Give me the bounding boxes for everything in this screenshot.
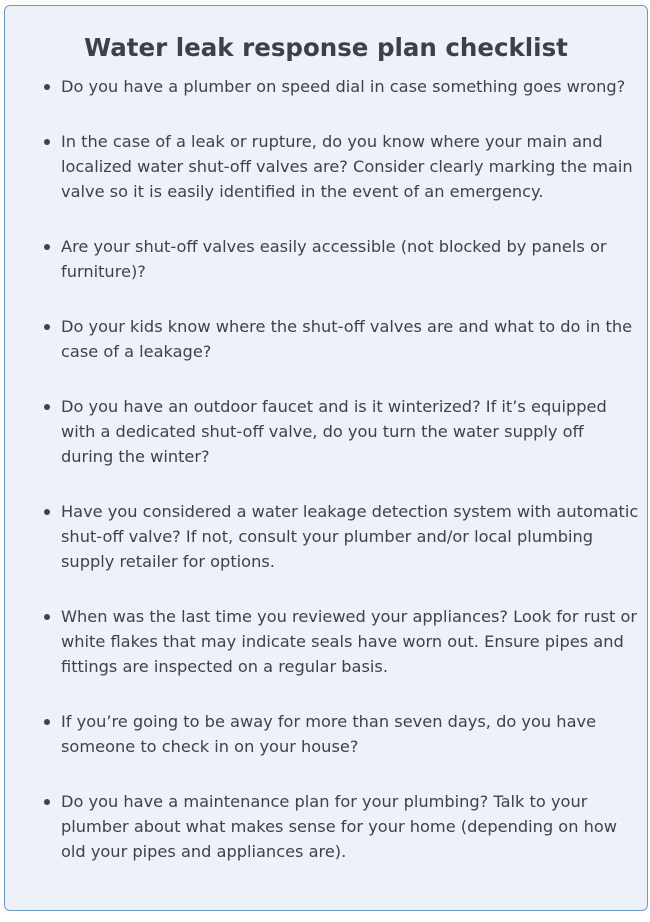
checklist-item-text: In the case of a leak or rupture, do you know where your main and localized water shut-off valves are? Consider clearly marking the main valve so it is easily identified in the event of an emergency. — [61, 132, 633, 201]
bullet-icon — [44, 614, 50, 620]
bullet-icon — [44, 799, 50, 805]
checklist-item — [61, 129, 641, 204]
checklist-item — [61, 604, 641, 679]
checklist-item — [61, 709, 641, 759]
bullet-icon — [44, 719, 50, 725]
bullet-icon — [44, 244, 50, 250]
checklist-item-text: Do you have a plumber on speed dial in case something goes wrong? — [61, 77, 626, 96]
checklist-item-text: Do you have a maintenance plan for your plumbing? Talk to your plumber about what makes sense for your home (depending on how old your pipes and appliances are). — [61, 792, 618, 861]
checklist-item — [61, 394, 641, 469]
checklist-item-text: If you’re going to be away for more than seven days, do you have someone to check in on your house? — [61, 712, 597, 756]
bullet-icon — [44, 139, 50, 145]
checklist-item — [61, 314, 641, 364]
bullet-icon — [44, 324, 50, 330]
checklist-item-text: Do your kids know where the shut-off valves are and what to do in the case of a leakage? — [61, 317, 633, 361]
bullet-icon — [44, 509, 50, 515]
checklist-item — [61, 234, 641, 284]
checklist-item — [61, 499, 641, 574]
checklist-item-text: When was the last time you reviewed your appliances? Look for rust or white flakes that may indicate seals have worn out. Ensure pipes and fittings are inspected on a regular basis. — [61, 607, 638, 676]
checklist-card — [4, 5, 648, 911]
checklist-title: Water leak response plan checklist — [84, 33, 568, 62]
bullet-icon — [44, 84, 50, 90]
checklist-item — [61, 789, 641, 864]
checklist-item — [61, 74, 641, 99]
checklist-item-text: Are your shut-off valves easily accessible (not blocked by panels or furniture)? — [61, 237, 607, 281]
checklist-item-text: Do you have an outdoor faucet and is it winterized? If it’s equipped with a dedicated shut-off valve, do you turn the water supply off during the winter? — [61, 397, 607, 466]
bullet-icon — [44, 404, 50, 410]
checklist-item-text: Have you considered a water leakage detection system with automatic shut-off valve? If not, consult your plumber and/or local plumbing supply retailer for options. — [61, 502, 639, 571]
